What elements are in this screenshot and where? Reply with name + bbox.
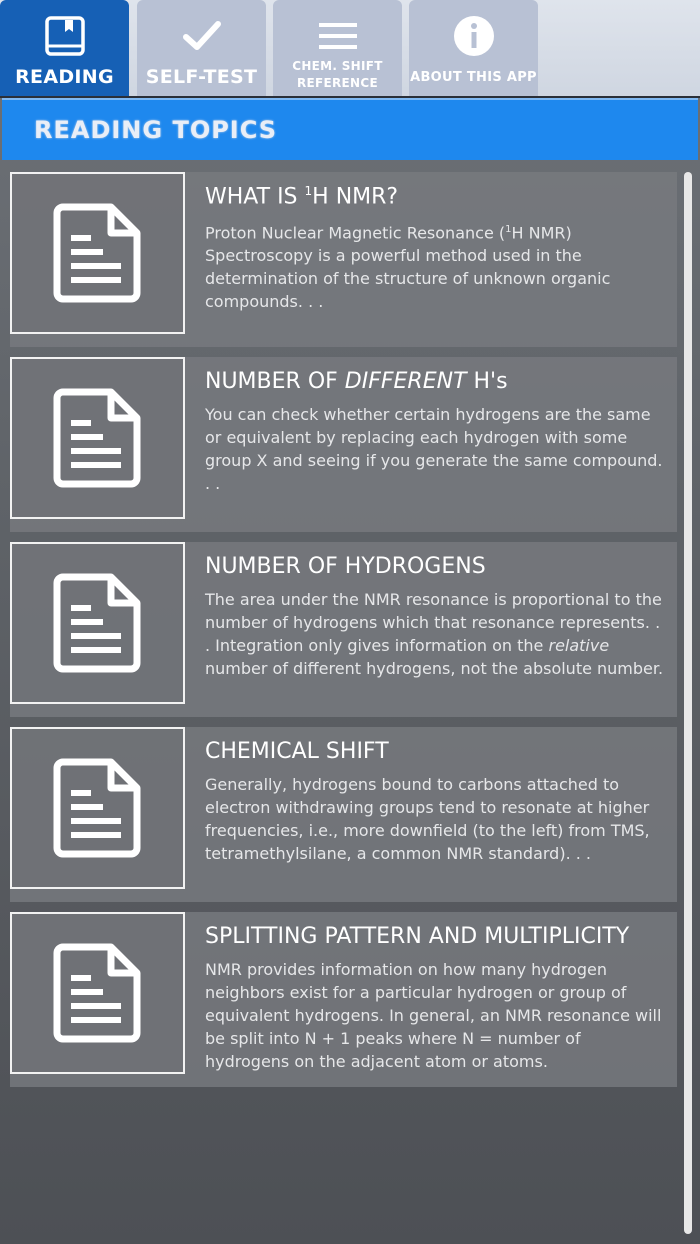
tab-self-test[interactable]: [137, 0, 266, 97]
tab-self-test-label: SELF-TEST: [145, 66, 258, 88]
topic-card-splitting-pattern[interactable]: [10, 912, 677, 1087]
info-icon: [453, 14, 495, 58]
topic-description: Generally, hydrogens bound to carbons attached to electron withdrawing groups tend to resonate at higher frequencies, i.e., more downfield (to the left) from TMS, tetramethylsilane, a common NMR standard). . .: [205, 775, 650, 863]
top-tab-bar: [0, 0, 700, 97]
hamburger-lines-icon: [319, 14, 357, 58]
topic-title: NUMBER OF HYDROGENS: [205, 554, 486, 579]
topic-card-chemical-shift[interactable]: [10, 727, 677, 902]
topic-card-number-of-different-hs[interactable]: [10, 357, 677, 532]
topic-card-what-is-h-nmr[interactable]: [10, 172, 677, 347]
checkmark-icon: [182, 14, 222, 58]
document-icon: [10, 912, 185, 1074]
tab-chem-shift-label-line1: CHEM. SHIFT: [292, 59, 383, 73]
document-icon: [10, 172, 185, 334]
tab-chem-shift-label-line2: REFERENCE: [296, 76, 379, 90]
topic-title: CHEMICAL SHIFT: [205, 739, 389, 764]
page-title: READING TOPICS: [34, 116, 278, 144]
scrollbar[interactable]: [684, 172, 692, 1234]
document-icon: [10, 542, 185, 704]
tab-about-this-app[interactable]: [409, 0, 538, 97]
topic-title: WHAT IS $^1$H NMR?: [205, 184, 399, 210]
topic-title: SPLITTING PATTERN AND MULTIPLICITY: [205, 924, 630, 949]
topic-description: NMR provides information on how many hydrogen neighbors exist for a particular hydrogen or group of equivalent hydrogens. In general, an NMR resonance will be split into N + 1 peaks where N = number of hydrogens on the adjacent atom or atoms.: [205, 960, 662, 1071]
topic-description: Proton Nuclear Magnetic Resonance ($^1$H NMR) Spectroscopy is a powerful method used in the determination of the structure of unknown organic compounds. . .: [205, 223, 611, 312]
section-header: [2, 98, 698, 160]
tab-reading-label: READING: [15, 66, 114, 88]
tab-reading[interactable]: [0, 0, 129, 97]
book-icon: [44, 14, 86, 58]
topic-title: NUMBER OF DIFFERENT H's: [205, 369, 508, 394]
topic-description: The area under the NMR resonance is proportional to the number of hydrogens which that resonance represents. . . Integration only gives information on the relative number of different hydrogens, not the absolute number.: [205, 590, 664, 678]
topic-card-number-of-hydrogens[interactable]: [10, 542, 677, 717]
document-icon: [10, 357, 185, 519]
tab-about-label: ABOUT THIS APP: [410, 70, 537, 85]
document-icon: [10, 727, 185, 889]
topic-description: You can check whether certain hydrogens are the same or equivalent by replacing each hydrogen with some group X and seeing if you generate the same compound. . .: [205, 405, 663, 493]
tab-chem-shift-reference[interactable]: [273, 0, 402, 97]
